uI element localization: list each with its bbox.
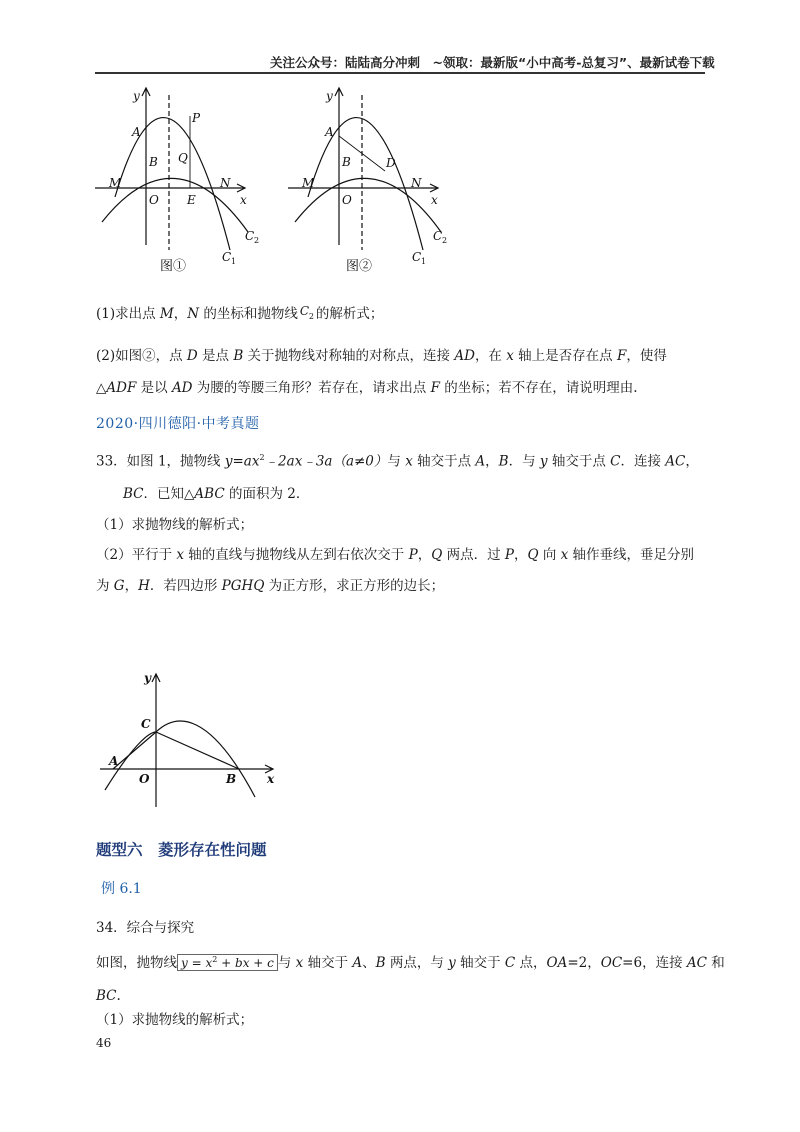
fig1-label-C1-sub: 1 xyxy=(231,257,237,266)
fig1-label-y: y xyxy=(133,89,140,103)
prev-question-part1: (1)求出点 M，N 的坐标和抛物线 C 2 的解析式； xyxy=(96,304,384,322)
section-heading: 题型六 菱形存在性问题 xyxy=(96,841,267,859)
source-tag: 2020·四川德阳·中考真题 xyxy=(96,416,260,432)
fig1-label-A: A xyxy=(132,125,141,139)
page-number: 46 xyxy=(96,1036,112,1050)
fig2-label-C1: C xyxy=(412,250,422,264)
q34-title: 34．综合与探究 xyxy=(96,920,195,936)
fig3-label-y: y xyxy=(144,671,151,685)
fig2-label-A: A xyxy=(325,125,334,139)
figure-3 xyxy=(95,662,285,812)
fig1-label-P: P xyxy=(192,111,201,125)
fig1-label-C1: C xyxy=(222,250,232,264)
page-header: 关注公众号：陆陆高分冲刺 ~领取：最新版“小中高考-总复习”、最新试卷下载 xyxy=(270,55,715,70)
fig2-caption: 图② xyxy=(346,259,373,274)
fig1-label-M: M xyxy=(109,176,122,190)
q34-line3: BC. xyxy=(96,988,121,1004)
example-label: 例 6.1 xyxy=(101,881,142,897)
fig3-label-x: x xyxy=(267,772,275,786)
fig1-label-B: B xyxy=(149,155,158,169)
q33-part2: （2）平行于 x 轴的直线与抛物线从左到右依次交于 P，Q 两点．过 P，Q 向 x 轴作垂线，垂足分别 xyxy=(96,547,695,563)
fig1-label-E: E xyxy=(187,193,196,207)
fig1-label-C2: C xyxy=(245,229,255,243)
fig1-caption: 图① xyxy=(160,259,187,274)
fig2-label-O: O xyxy=(342,193,352,207)
fig1-label-O: O xyxy=(149,193,159,207)
q33-line1: 33．如图 1，抛物线 $y=ax^2﹣2ax﹣3a(a\ne 0)$与 x 轴交于点 A，B．与 y 轴交于点 C．连接 AC， xyxy=(96,453,699,470)
q34-line2: 如图，抛物线 $y = x^2$ + bx + c 与 x 轴交于 A、B 两点，与 y 轴交于 C 点，OA=2，OC=6，连接 AC 和 xyxy=(96,955,725,971)
q33-part2-cont: 为 G，H．若四边形 PGHQ 为正方形，求正方形的边长； xyxy=(96,578,445,594)
fig2-label-x: x xyxy=(431,193,438,207)
fig1-label-C2-sub: 2 xyxy=(254,236,260,245)
header-rule xyxy=(95,72,705,74)
fig2-label-N: N xyxy=(411,176,422,190)
q34-part1: （1）求抛物线的解析式； xyxy=(96,1012,254,1028)
fig3-label-B: B xyxy=(226,772,237,786)
prev-question-part2-cont: △ADF 是以 AD 为腰的等腰三角形？若存在，请求出点 F 的坐标；若不存在，请说明理由. xyxy=(96,380,638,396)
fig2-label-C2: C xyxy=(433,229,443,243)
fig2-label-C2-sub: 2 xyxy=(442,236,448,245)
figure-2 xyxy=(283,80,463,275)
fig2-label-C1-sub: 1 xyxy=(421,257,427,266)
fig3-label-C: C xyxy=(141,717,151,731)
fig1-label-N: N xyxy=(220,176,231,190)
fig2-label-B: B xyxy=(342,155,351,169)
fig3-label-O: O xyxy=(139,772,150,786)
fig2-label-M: M xyxy=(302,176,315,190)
fig2-label-y: y xyxy=(326,89,333,103)
prev-question-part2: (2)如图②，点 D 是点 B 关于抛物线对称轴的对称点，连接 AD，在 x 轴上是否存在点 F，使得 xyxy=(96,348,667,364)
fig1-label-x: x xyxy=(240,193,247,207)
q33-part1: （1）求抛物线的解析式； xyxy=(96,517,254,533)
fig1-label-Q: Q xyxy=(178,151,188,165)
q33-line2: BC．已知△ABC 的面积为 2． xyxy=(123,486,310,502)
fig3-label-A: A xyxy=(109,754,119,768)
figure-1 xyxy=(90,80,270,275)
fig2-label-D: D xyxy=(386,156,396,170)
q34-equation-box: $y = x^2$ + bx + c xyxy=(177,954,278,971)
